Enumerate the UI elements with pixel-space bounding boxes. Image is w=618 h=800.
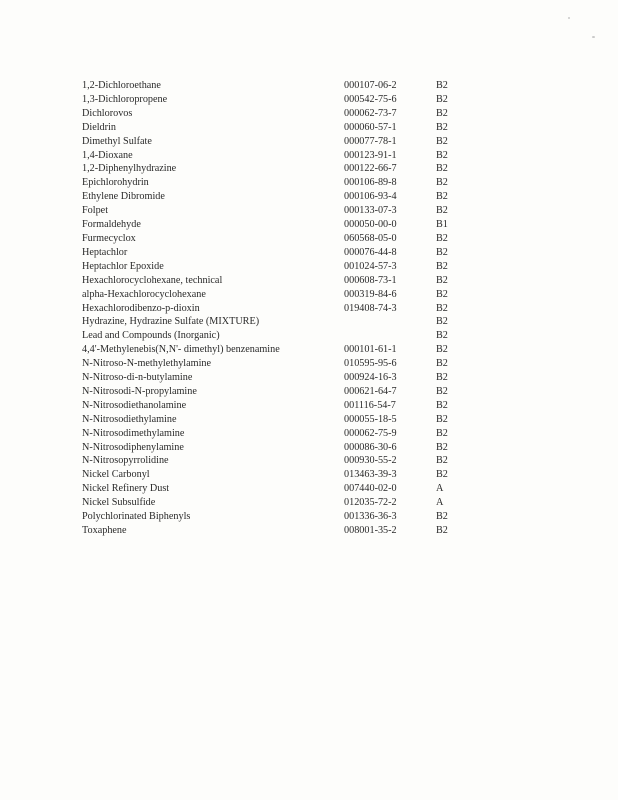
- classification: B2: [436, 121, 448, 133]
- classification: B2: [436, 455, 448, 467]
- chemical-name: N-Nitrosodi-N-propylamine: [82, 385, 197, 397]
- cas-number: 000621-64-7: [344, 385, 397, 397]
- cas-number: [344, 315, 436, 329]
- chemical-name: N-Nitrosopyrrolidine: [82, 455, 169, 467]
- chemical-name: N-Nitrosodiethanolamine: [82, 399, 187, 411]
- classification: B2: [436, 385, 448, 397]
- table-row: [82, 176, 466, 190]
- chemical-name: Formaldehyde: [82, 219, 141, 231]
- table-row: [82, 357, 466, 371]
- cas-number: 000062-75-9: [344, 427, 397, 439]
- cas-number: 010595-95-6: [344, 358, 397, 370]
- chemical-name: Ethylene Dibromide: [82, 191, 165, 203]
- table-row: [82, 427, 466, 441]
- classification: B2: [436, 274, 448, 286]
- chemical-name: Dichlorovos: [82, 107, 133, 119]
- table-row: [82, 162, 466, 176]
- cas-number: [344, 329, 436, 343]
- chemical-name: Toxaphene: [82, 525, 127, 536]
- table-row: [82, 413, 466, 427]
- cas-number: 000319-84-6: [344, 288, 397, 300]
- table-row: [82, 510, 466, 524]
- classification: B2: [436, 288, 448, 300]
- classification: A: [436, 483, 444, 495]
- cas-number: 000122-66-7: [344, 163, 397, 175]
- classification: B2: [436, 399, 448, 411]
- chemical-name: Hydrazine, Hydrazine Sulfate (MIXTURE): [82, 316, 260, 328]
- table-row: [82, 496, 466, 510]
- table-row: [82, 385, 466, 399]
- chemical-name: Hexachlorocyclohexane, technical: [82, 274, 223, 286]
- classification: B2: [436, 80, 448, 91]
- cas-number: 000924-16-3: [344, 372, 397, 384]
- cas-number: 000107-06-2: [344, 80, 397, 91]
- cas-number: 000106-89-8: [344, 177, 397, 189]
- chemical-name: Folpet: [82, 205, 109, 217]
- table-row: [82, 482, 466, 496]
- chemical-name: 1,4-Dioxane: [82, 149, 133, 161]
- table-row: [82, 135, 466, 149]
- cas-number: 001116-54-7: [344, 399, 396, 411]
- cas-number: 013463-39-3: [344, 469, 397, 481]
- scan-speck: [568, 17, 570, 19]
- table-row: [82, 149, 466, 163]
- chemical-name: N-Nitroso-N-methylethylamine: [82, 358, 212, 370]
- table-row: [82, 524, 466, 538]
- table-row: [82, 302, 466, 316]
- chemical-name: N-Nitroso-di-n-butylamine: [82, 372, 193, 384]
- table-row: [82, 204, 466, 218]
- classification: B2: [436, 511, 448, 523]
- classification: B2: [436, 232, 448, 244]
- classification: B2: [436, 177, 448, 189]
- cas-number: 000101-61-1: [344, 344, 397, 356]
- cas-number: 000106-93-4: [344, 191, 397, 203]
- classification: B2: [436, 344, 448, 356]
- classification: A: [436, 497, 444, 509]
- cas-number: 012035-72-2: [344, 497, 397, 509]
- chemical-name: 1,2-Dichloroethane: [82, 80, 161, 91]
- cas-number: 000133-07-3: [344, 205, 397, 217]
- classification: B2: [436, 469, 448, 481]
- table-row: [82, 260, 466, 274]
- classification: B2: [436, 135, 448, 147]
- cas-number: 000060-57-1: [344, 121, 397, 133]
- classification: B2: [436, 260, 448, 272]
- table-row: [82, 79, 466, 93]
- table-row: [82, 121, 466, 135]
- classification: B2: [436, 372, 448, 384]
- table-row: [82, 232, 466, 246]
- classification: B2: [436, 107, 448, 119]
- classification: B2: [436, 302, 448, 314]
- carcinogen-table-body: [82, 79, 466, 538]
- cas-number: 000123-91-1: [344, 149, 397, 161]
- cas-number: 000086-30-6: [344, 441, 397, 453]
- cas-number: 019408-74-3: [344, 302, 397, 314]
- chemical-name: Hexachlorodibenzo-p-dioxin: [82, 302, 200, 314]
- chemical-name: 1,3-Dichloropropene: [82, 93, 168, 105]
- classification: B2: [436, 93, 448, 105]
- chemical-name: Epichlorohydrin: [82, 177, 149, 189]
- chemical-name: N-Nitrosodiphenylamine: [82, 441, 184, 453]
- table-row: [82, 246, 466, 260]
- chemical-name: Nickel Carbonyl: [82, 469, 150, 481]
- chemical-name: Heptachlor Epoxide: [82, 260, 164, 272]
- chemical-name: Furmecyclox: [82, 232, 136, 244]
- cas-number: 000050-00-0: [344, 219, 397, 231]
- table-row: [82, 399, 466, 413]
- classification: B2: [436, 427, 448, 439]
- chemical-name: 4,4'-Methylenebis(N,N'- dimethyl) benzenamine: [82, 344, 280, 356]
- chemical-name: Polychlorinated Biphenyls: [82, 511, 191, 523]
- table-row: [82, 371, 466, 385]
- cas-number: 060568-05-0: [344, 232, 397, 244]
- chemical-name: N-Nitrosodiethylamine: [82, 413, 177, 425]
- table-row: [82, 315, 466, 329]
- table-row: [82, 468, 466, 482]
- classification: B2: [436, 441, 448, 453]
- cas-number: 000055-18-5: [344, 413, 397, 425]
- chemical-name: Dieldrin: [82, 121, 116, 133]
- table-row: [82, 343, 466, 357]
- table-row: [82, 190, 466, 204]
- table-row: [82, 441, 466, 455]
- cas-number: 007440-02-0: [344, 483, 397, 495]
- cas-number: 000608-73-1: [344, 274, 397, 286]
- chemical-name: 1,2-Diphenylhydrazine: [82, 163, 177, 175]
- classification: B2: [436, 191, 448, 203]
- classification: B2: [436, 316, 448, 328]
- cas-number: 000930-55-2: [344, 455, 397, 467]
- cas-number: 001024-57-3: [344, 260, 397, 272]
- table-row: [82, 454, 466, 468]
- table-row: [82, 93, 466, 107]
- cas-number: 000077-78-1: [344, 135, 397, 147]
- cas-number: 000076-44-8: [344, 246, 397, 258]
- chemical-name: alpha-Hexachlorocyclohexane: [82, 288, 206, 300]
- table-row: [82, 288, 466, 302]
- classification: B2: [436, 163, 448, 175]
- table-row: [82, 218, 466, 232]
- cas-number: 000062-73-7: [344, 107, 397, 119]
- chemical-name: N-Nitrosodimethylamine: [82, 427, 185, 439]
- classification: B2: [436, 246, 448, 258]
- table-row: [82, 274, 466, 288]
- chemical-name: Nickel Subsulfide: [82, 497, 156, 509]
- classification: B2: [436, 149, 448, 161]
- classification: B2: [436, 358, 448, 370]
- table-row: [82, 329, 466, 343]
- chemical-name: Dimethyl Sulfate: [82, 135, 152, 147]
- scan-speck: [592, 36, 595, 38]
- chemical-name: Nickel Refinery Dust: [82, 483, 170, 495]
- table-row: [82, 107, 466, 121]
- classification: B2: [436, 330, 448, 342]
- cas-number: 008001-35-2: [344, 525, 397, 536]
- carcinogen-table: [82, 79, 466, 538]
- classification: B2: [436, 205, 448, 217]
- classification: B2: [436, 413, 448, 425]
- cas-number: 000542-75-6: [344, 93, 397, 105]
- classification: B2: [436, 525, 448, 536]
- cas-number: 001336-36-3: [344, 511, 397, 523]
- classification: B1: [436, 219, 448, 231]
- chemical-name: Heptachlor: [82, 246, 128, 258]
- chemical-name: Lead and Compounds (Inorganic): [82, 330, 220, 342]
